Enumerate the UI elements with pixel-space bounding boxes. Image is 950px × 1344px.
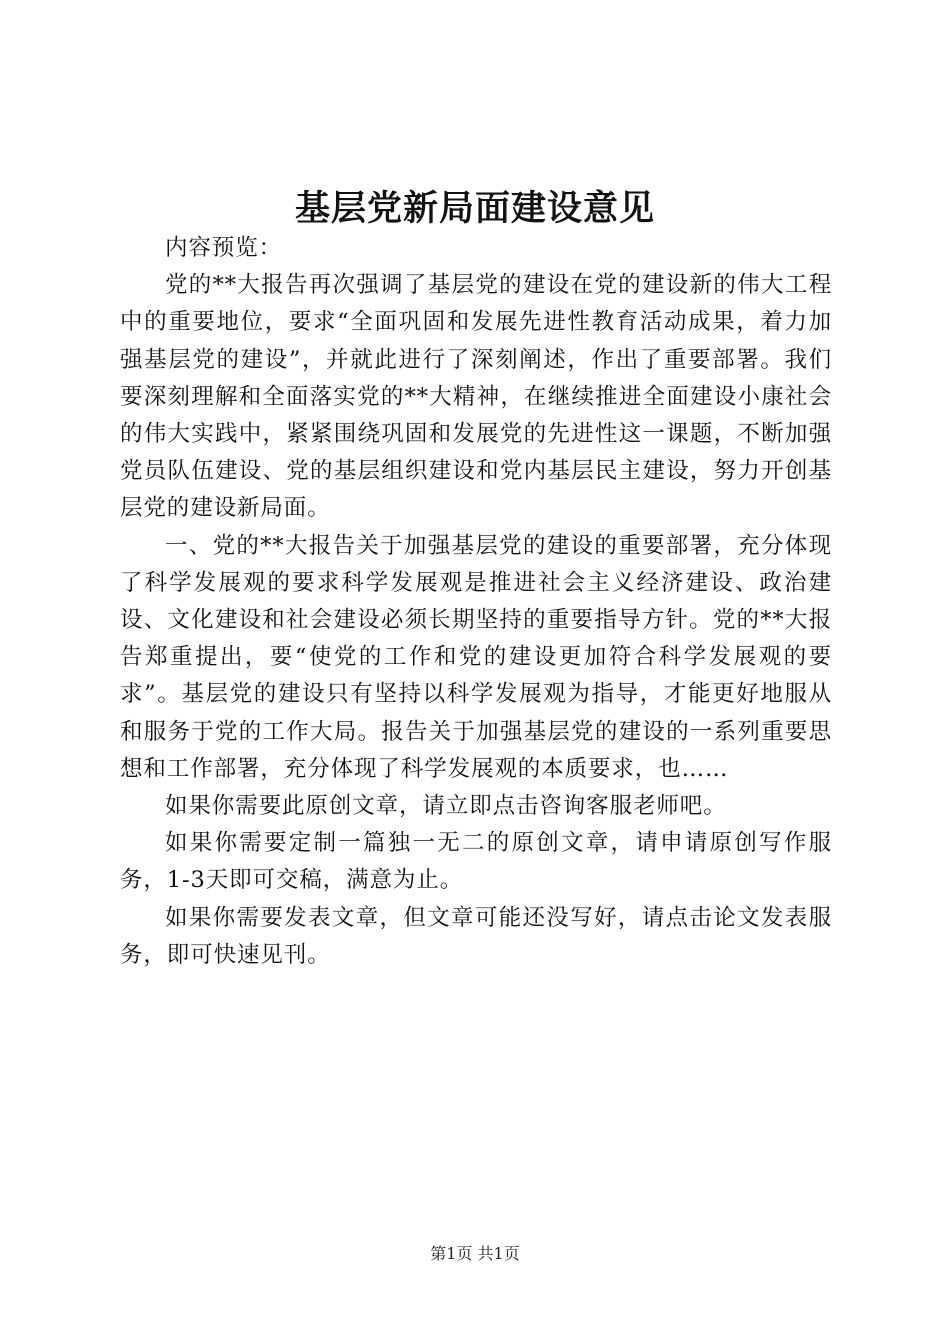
publishing-paragraph: 如果你需要发表文章，但文章可能还没写好，请点击论文发表服务，即可快速见刊。 (120, 904, 832, 968)
custom-writing-paragraph: 如果你需要定制一篇独一无二的原创文章，请申请原创写作服务，1-3天即可交稿，满意为止。 (120, 830, 832, 894)
consult-paragraph: 如果你需要此原创文章，请立即点击咨询客服老师吧。 (165, 793, 727, 820)
page-footer: 第1页 共1页 (430, 1244, 520, 1263)
body-paragraph: 党的**大报告再次强调了基层党的建设在党的建设新的伟大工程中的重要地位，要求“全面巩固和发展先进性教育活动成果，着力加强基层党的建设”，并就此进行了深刻阐述，作出了重要部署。我们要深刻理解和全面落实党的**大精神，在继续推进全面建设小康社会的伟大实践中，紧紧围绕巩固和发展党的先进性这一课题，不断加强党员队伍建设、党的基层组织建设和党内基层民主建设，努力开创基层党的建设新局面。 (120, 272, 832, 522)
document-title: 基层党新局面建设意见 (294, 188, 655, 229)
document-body (120, 230, 832, 974)
body-paragraph: 一、党的**大报告关于加强基层党的建设的重要部署，充分体现了科学发展观的要求科学发展观是推进社会主义经济建设、政治建设、文化建设和社会建设必须长期坚持的重要指导方针。党的**大报告郑重提出，要“使党的工作和党的建设更加符合科学发展观的要求”。基层党的建设只有坚持以科学发展观为指导，才能更好地服从和服务于党的工作大局。报告关于加强基层党的建设的一系列重要思想和工作部署，充分体现了科学发展观的本质要求，也…… (120, 532, 832, 782)
preview-label: 内容预览： (165, 235, 283, 261)
